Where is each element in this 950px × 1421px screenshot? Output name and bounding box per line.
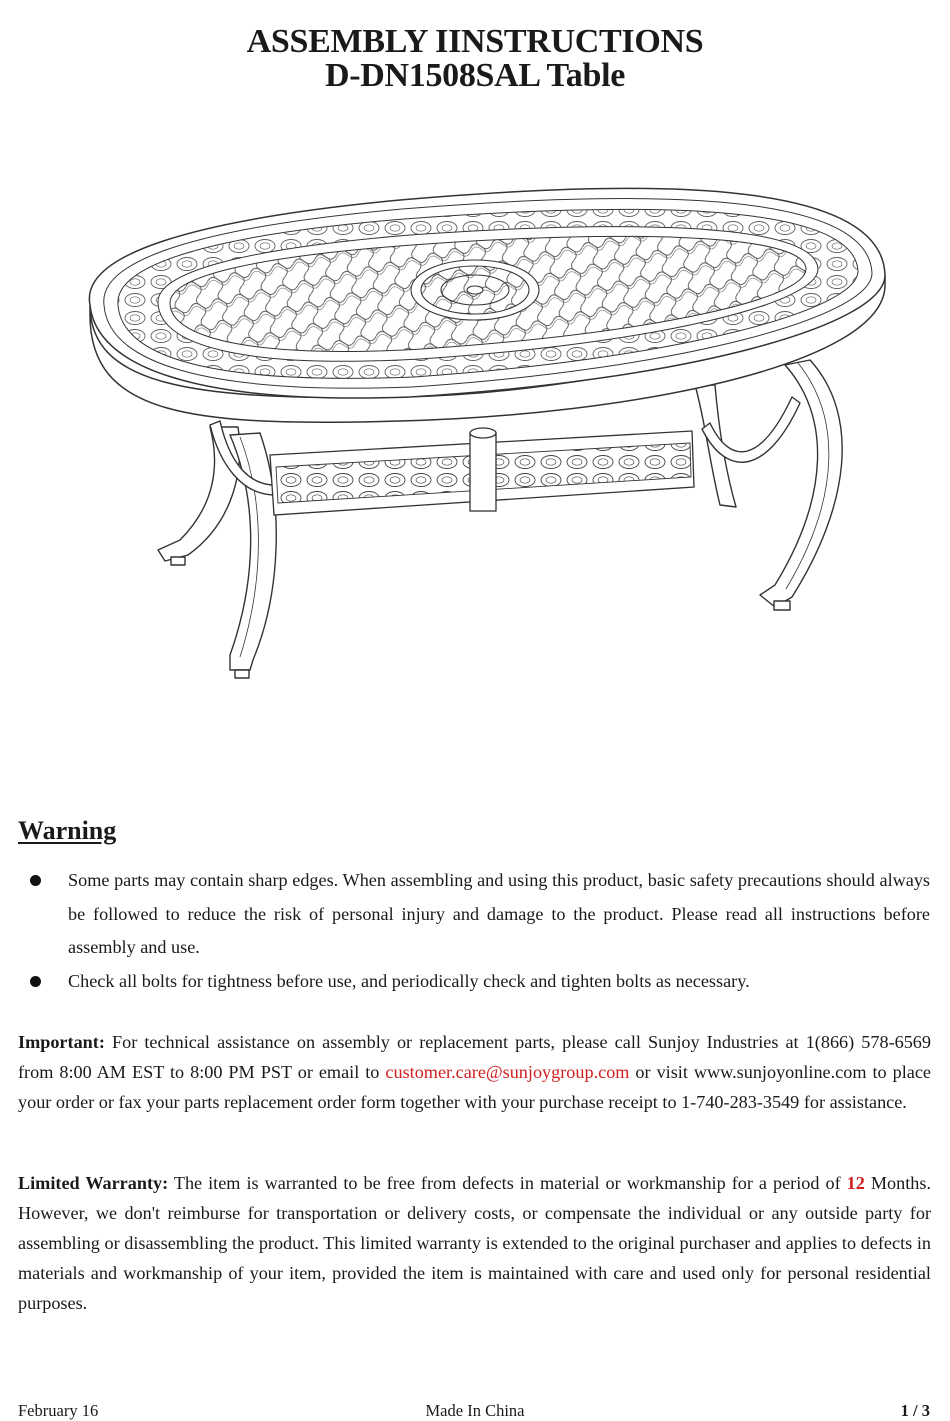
warning-item-text: Some parts may contain sharp edges. When assembling and using this product, basic safety precautions should always be followed to reduce the risk of personal injury and damage to the product. Please read all instructions before assembly and use. bbox=[68, 870, 930, 957]
footer-origin: Made In China bbox=[425, 1401, 525, 1420]
warning-heading: Warning bbox=[18, 816, 117, 845]
important-paragraph bbox=[18, 1027, 931, 1117]
warranty-paragraph bbox=[18, 1168, 931, 1318]
warning-list bbox=[18, 864, 930, 998]
warranty-text-after: Months. However, we don't reimburse for transportation or delivery costs, or compensate the individual or any outside party for assembling or disassembling the product. This limited warranty is extended to the original purchaser and applies to defects in materials and workmanship of your item, provided the item is maintained with care and used only for personal residential purposes. bbox=[18, 1173, 931, 1313]
bullet-icon bbox=[30, 875, 41, 886]
document-subtitle: D-DN1508SAL Table bbox=[324, 57, 626, 94]
document-title: ASSEMBLY IINSTRUCTIONS bbox=[246, 23, 704, 60]
warranty-months: 12 bbox=[846, 1173, 865, 1193]
table-illustration bbox=[70, 165, 890, 690]
page-number: 1 / 3 bbox=[900, 1401, 930, 1420]
warranty-label: Limited Warranty: bbox=[18, 1173, 169, 1193]
warranty-text-before: The item is warranted to be free from defects in material or workmanship for a period of bbox=[168, 1173, 847, 1193]
important-label: Important: bbox=[18, 1032, 105, 1052]
warning-item bbox=[18, 864, 930, 965]
footer-date: February 16 bbox=[18, 1401, 99, 1420]
warning-item-text: Check all bolts for tightness before use, and periodically check and tighten bolts as necessary. bbox=[68, 970, 750, 991]
bullet-icon bbox=[30, 976, 41, 987]
warning-item bbox=[18, 965, 930, 999]
important-text-before: For technical assistance on assembly or replacement parts, please call Sunjoy Industries at 1(866) 578-6569 from 8:00 AM EST to 8:00 PM PST or email to bbox=[18, 1032, 931, 1082]
support-email-link[interactable]: customer.care@sunjoygroup.com bbox=[385, 1062, 630, 1082]
important-text-after: or visit www.sunjoyonline.com to place your order or fax your parts replacement order form together with your purchase receipt to 1-740-283-3549 for assistance. bbox=[18, 1062, 931, 1112]
